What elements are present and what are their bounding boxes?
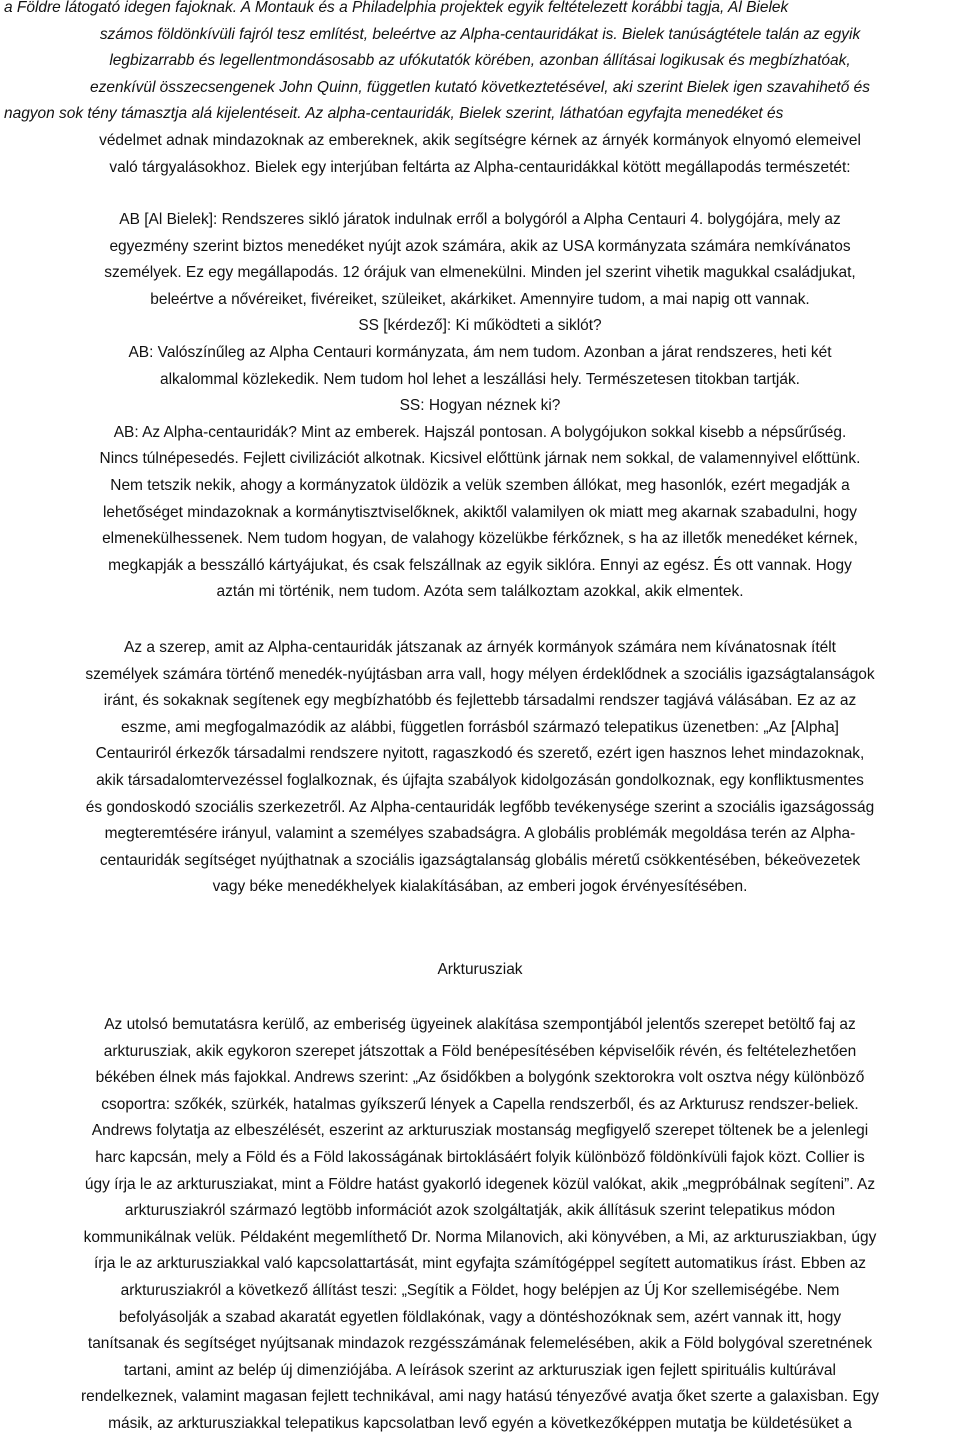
text-line: megteremtésére irányul, valamint a személyes szabadságra. A globális problémák megoldása terén az Alpha- [104, 825, 856, 843]
text-line: eszme, ami megfogalmazódik az alábbi, független forrásból származó telepatikus üzenetben: „Az [Alpha] [121, 718, 839, 736]
text-line: centauridák segítséget nyújthatnak a szociális igazságtalanság globális méretű csökkentésében, békeövezetek [99, 851, 861, 869]
text-line: a Földre látogató idegen fajoknak. A Montauk és a Philadelphia projektek egyik feltételezett korábbi tagja, Al Bielek [4, 0, 789, 16]
text-line: harc kapcsán, mely a Föld és a Föld lakosságának birtoklásáért folyik különböző földönkívüli fajok közt. Collier is [95, 1148, 865, 1166]
text-line: békében élnek más fajokkal. Andrews szerint: „Az ősidőkben a bolygónk szektorokra volt osztva négy különböző [95, 1069, 865, 1087]
text-line: ezenkívül összecsengenek John Quinn, független kutató következtetésével, aki szerint Bielek igen szavahihető és [90, 78, 870, 96]
paragraph-arcturians [0, 1012, 960, 1438]
text-line: másik, az arkturusziakkal telepatikus kapcsolatban levő egyén a következőképpen mutatja be küldetésüket a [108, 1414, 852, 1432]
text-line: vagy béke menedékhelyek kialakításában, az emberi jogok érvényesítésében. [212, 878, 748, 896]
text-line: AB [Al Bielek]: Rendszeres sikló járatok indulnak erről a bolygóról a Alpha Centauri 4. bolygójára, mely az [119, 211, 841, 228]
text-line: számos földönkívüli fajról tesz említést, beleértve az Alpha-centauridákat is. Bielek tanúságtétele talán az egyik [99, 25, 861, 43]
text-line: megkapják a besszálló kártyájukat, és csak felszállnak az egyik siklóra. Ennyi az egész. És ott vannak. Hogy [108, 556, 852, 574]
text-line: tartani, amint az belép új dimenziójába. A leírások szerint az arkturusziak igen fejlett spirituális kultúrával [124, 1361, 836, 1379]
text-line: lehetőséget mindazoknak a kormánytisztviselőknek, akiktől valamilyen ok miatt meg akarnak szabadulni, hogy [102, 503, 858, 521]
text-line: egyezmény szerint biztos menedéket nyújt azok számára, akik az USA kormányzata számára nemkívánatos [109, 237, 851, 255]
text-line: Nincs túlnépesedés. Fejlett civilizációt alkotnak. Kicsivel előttünk járnak nem sokkal, de valamennyivel előttünk. [99, 450, 861, 468]
text-line: személyek. Ez egy megállapodás. 12 órájuk van elmenekülni. Minden jel szerint vihetik magukkal családjukat, [104, 264, 856, 282]
text-line: csoportra: szőkék, szürkék, hatalmas gyíkszerű lények a Capella rendszerből, és az Arkturusz rendszer-beliek. [101, 1095, 859, 1113]
text-line: AB: Valószínűleg az Alpha Centauri kormányzata, ám nem tudom. Azonban a járat rendszeres, heti két [128, 343, 832, 361]
text-line: arkturusziakról származó legtöbb információt azok szolgáltatják, akik állításuk szerint telepatikus módon [124, 1202, 836, 1220]
paragraph-alpha-centaurian-role [0, 635, 960, 901]
text-line: írja le az arkturusziakkal való kapcsolattartását, mint egyfajta számítógéppel segített automatikus írást. Ebben az [93, 1255, 867, 1273]
text-line: arkturusziakról a következő állítást teszi: „Segítik a Földet, hogy belépjen az Új Kor szellemiségébe. Nem [120, 1281, 840, 1299]
section-heading-text: Arkturusziak [437, 961, 523, 978]
text-line: SS: Hogyan néznek ki? [399, 397, 561, 415]
text-line: beleértve a nővéreiket, fivéreiket, szüleiket, akárkiket. Amennyire tudom, a mai napig ott vannak. [150, 290, 810, 308]
text-line: rendelkeznek, valamint magasan fejlett technikával, ami nagy hatású tényezővé avatja őket szerte a galaxisban. Egy [81, 1388, 879, 1406]
text-line: Centauriról érkezők társadalmi rendszere nyitott, ragaszkodó és szerető, ezért igen hasznos lehet mindazoknak, [95, 745, 865, 763]
text-line: úgy írja le az arkturusziakat, mint a Földre hatást gyakorló idegenek közül valókat, akik „megpróbálnak segíteni”. Az [84, 1175, 876, 1193]
text-line: alkalommal közlekedik. Nem tudom hol lehet a leszállási hely. Természetesen titokban tartják. [160, 370, 800, 388]
text-line: befolyásolják a szabad akaratát egyetlen földlakónak, vagy a döntéshozóknak sem, azért vannak itt, hogy [118, 1308, 842, 1326]
text-line: SS [kérdező]: Ki működteti a siklót? [358, 317, 602, 335]
text-line: arkturusziak, akik egykoron szerepet játszottak a Föld benépesítésében képviselőik révén, és feltételezhetően [103, 1042, 857, 1060]
text-line: személyek számára történő menedék-nyújtásban arra vall, hogy mélyen érdeklődnek a szociális igazságtalanságok [85, 665, 875, 683]
text-line: védelmet adnak mindazoknak az embereknek, akik segítségre kérnek az árnyék kormányok elnyomó elemeivel [99, 131, 861, 149]
text-line: tanítsanak és segítséget nyújtsanak mindazok rezgésszámának felemelésében, akik a Föld bolygóval szeretnének [87, 1335, 873, 1353]
text-line: kommunikálnak velük. Példaként megemlíthető Dr. Norma Milanovich, aki könyvében, a Mi, az arkturusziakban, úgy [83, 1228, 877, 1246]
interview-transcript [0, 207, 960, 606]
text-line: való tárgyalásokhoz. Bielek egy interjúban feltárta az Alpha-centauridákkal kötött megállapodás természetét: [109, 158, 851, 176]
text-line: Andrews folytatja az elbeszélését, eszerint az arkturusziak mostanság megfigyelő szerepet töltenek be a jelenlegi [91, 1122, 869, 1140]
text-line: elmenekülhessenek. Nem tudom hogyan, de valahogy közelükbe férkőznek, s ha az illetők menedéket kérnek, [102, 530, 858, 548]
text-line: Az a szerep, amit az Alpha-centauridák játszanak az árnyék kormányok számára nem kívánatosnak ítélt [124, 639, 836, 656]
text-line: iránt, és sokaknak segítenek egy megbízhatóbb és fejlettebb társadalmi rendszer tagjává válásában. Ez az az [103, 692, 857, 710]
text-line: Az utolsó bemutatásra kerülő, az emberiség ügyeinek alakítása szempontjából jelentős szerepet betöltő faj az [104, 1016, 856, 1033]
text-line: AB: Az Alpha-centauridák? Mint az emberek. Hajszál pontosan. A bolygójukon sokkal kisebb a népsűrűség. [113, 423, 847, 441]
text-line: aztán mi történik, nem tudom. Azóta sem találkoztam azokkal, akik elmentek. [216, 583, 744, 601]
paragraph-bielek-intro [0, 0, 960, 181]
text-line: legbizarrabb és legellentmondásosabb az ufókutatók körében, azonban állításai logikusak és megbízhatóak, [109, 52, 851, 70]
text-line: akik társadalomtervezéssel foglalkoznak, és újfajta szabályok kidolgozásán gondolkoznak, egy konfliktusmentes [96, 771, 864, 789]
text-line: nagyon sok tény támasztja alá kijelentéseit. Az alpha-centauridák, Bielek szerint, láthatóan egyfajta menedéket és [4, 105, 784, 123]
section-heading-arkturusziak [0, 957, 960, 984]
text-line: és gondoskodó szociális szerkezetről. Az Alpha-centauridák legfőbb tevékenysége szerint a szociális igazságosság [85, 798, 875, 816]
text-line: Nem tetszik nekik, ahogy a kormányzatok üldözik a velük szemben állókat, meg hasonlók, ezért megadják a [110, 476, 850, 494]
